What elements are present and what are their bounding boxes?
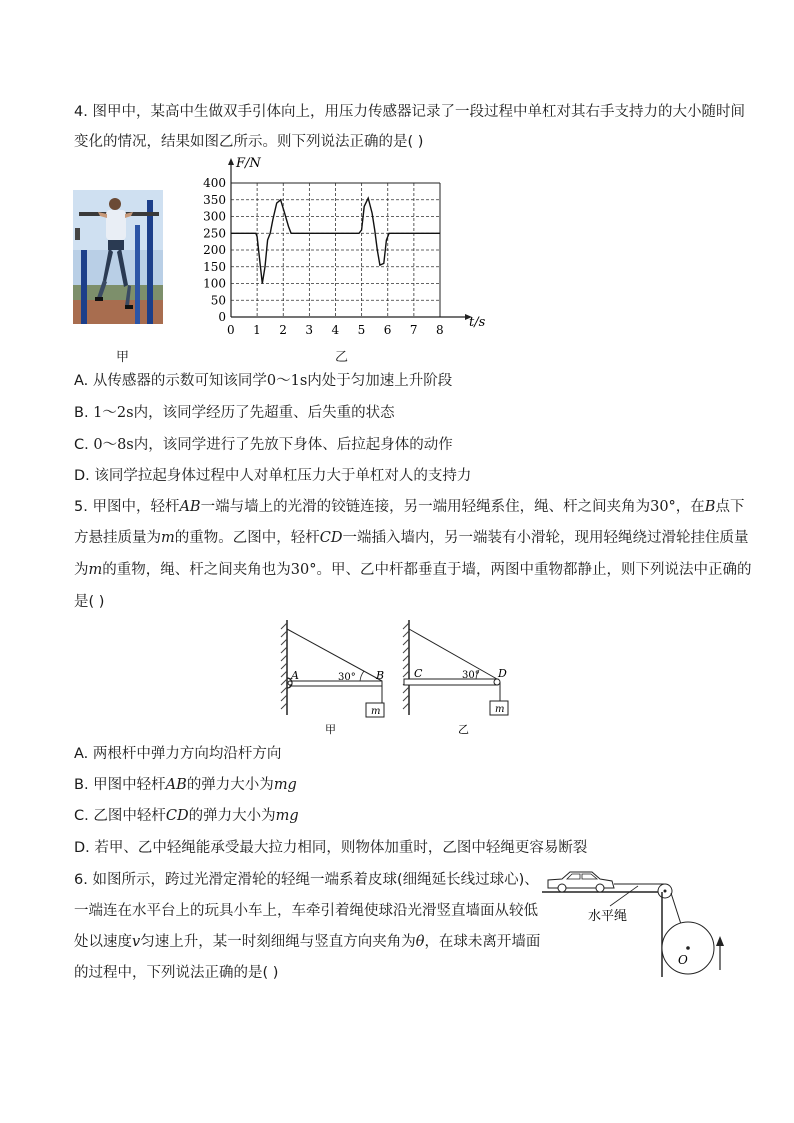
q5-option-d: D. 若甲、乙中轻绳能承受最大拉力相同，则物体加重时，乙图中轻绳更容易断裂 [74, 840, 588, 856]
x-axis-label: t/s [469, 315, 486, 330]
svg-text:m: m [371, 706, 381, 717]
q5-stem-line2: 方悬挂质量为m的重物。乙图中，轻杆CD一端插入墙内，另一端装有小滑轮，现用轻绳绕过滑轮挂住质量 [74, 530, 749, 546]
x-tick-label: 2 [279, 323, 287, 337]
force-time-chart [190, 155, 500, 340]
y-axis-arrow [228, 158, 234, 165]
q6-stem-line4: 的过程中，下列说法正确的是( ) [74, 965, 279, 981]
x-tick-label: 4 [331, 323, 340, 337]
rod-ab [290, 681, 382, 686]
q4-caption-b: 乙 [335, 350, 349, 365]
x-tick-label: 6 [383, 323, 392, 337]
q5-stem-line1: 5. 甲图中，轻杆AB一端与墙上的光滑的铰链连接，另一端用轻绳系住，绳、杆之间夹角为30°，在B点下 [74, 499, 745, 515]
y-tick-label: 350 [203, 192, 226, 207]
svg-text:D: D [498, 667, 507, 680]
y-tick-label: 0 [218, 310, 226, 324]
x-tick-label: 5 [357, 323, 366, 337]
y-tick-label: 50 [210, 293, 226, 308]
x-tick-label: 0 [227, 323, 235, 337]
y-tick-label: 200 [203, 243, 226, 257]
svg-text:B: B [376, 669, 385, 682]
chart-grid [231, 183, 440, 317]
y-tick-label: 150 [203, 259, 226, 274]
pullup-photo [73, 190, 163, 324]
car-ball-pulley-diagram [540, 862, 730, 982]
q5-option-a: A. 两根杆中弹力方向均沿杆方向 [74, 746, 282, 762]
q5-caption-b: 乙 [458, 723, 469, 736]
x-tick-label: 7 [409, 323, 418, 337]
svg-text:m: m [495, 704, 505, 715]
q6-stem-line1: 6. 如图所示，跨过光滑定滑轮的轻绳一端系着皮球(细绳延长线过球心)、 [74, 872, 539, 888]
y-tick-label: 300 [203, 209, 226, 224]
q5-option-c: C. 乙图中轻杆CD的弹力大小为mg [74, 808, 299, 824]
x-tick-label: 1 [253, 323, 261, 337]
svg-text:C: C [414, 667, 423, 680]
q4-option-b: B. 1～2s内，该同学经历了先超重、后失重的状态 [74, 405, 395, 421]
q4-stem-line1: 4. 图甲中，某高中生做双手引体向上，用压力传感器记录了一段过程中单杠对其右手支持力的大小随时间 [74, 104, 745, 120]
q4-option-a: A. 从传感器的示数可知该同学0～1s内处于匀加速上升阶段 [74, 373, 453, 389]
q5-stem-line4: 是( ) [74, 594, 105, 610]
y-tick-label: 250 [203, 226, 226, 241]
wall-a [281, 620, 287, 715]
toy-car-icon [548, 872, 614, 892]
q6-stem-line3: 处以速度v匀速上升，某一时刻细绳与竖直方向夹角为θ，在球未离开墙面 [74, 934, 541, 950]
y-tick-label: 100 [203, 276, 226, 291]
chart-ticks [203, 158, 472, 337]
horizontal-rope-label: 水平绳 [588, 909, 628, 924]
y-axis-label: F/N [236, 156, 261, 171]
q4-caption-a: 甲 [116, 350, 130, 365]
q5-option-b: B. 甲图中轻杆AB的弹力大小为mg [74, 777, 297, 793]
svg-text:30°: 30° [338, 672, 356, 683]
x-tick-label: 3 [305, 323, 314, 337]
q4-stem-line2: 变化的情况，结果如图乙所示。则下列说法正确的是( ) [74, 134, 424, 150]
q6-stem-line2: 一端连在水平台上的玩具小车上，车牵引着绳使球沿光滑竖直墙面从较低 [74, 903, 538, 919]
wall-b [403, 620, 409, 715]
svg-text:O: O [678, 953, 688, 967]
q5-stem-line3: 为m的重物，绳、杆之间夹角也为30°。甲、乙中杆都垂直于墙，两图中重物都静止，则下列说法中正确的 [74, 562, 752, 578]
svg-text:30°: 30° [462, 670, 480, 681]
x-tick-label: 8 [436, 323, 444, 337]
rod-pulley-diagram [278, 615, 518, 740]
q4-option-d: D. 该同学拉起身体过程中人对单杠压力大于单杠对人的支持力 [74, 468, 472, 484]
q4-option-c: C. 0～8s内，该同学进行了先放下身体、后拉起身体的动作 [74, 437, 453, 453]
q5-caption-a: 甲 [325, 723, 336, 736]
y-tick-label: 400 [203, 176, 226, 190]
svg-text:A: A [291, 669, 299, 682]
rope-a [287, 629, 385, 682]
